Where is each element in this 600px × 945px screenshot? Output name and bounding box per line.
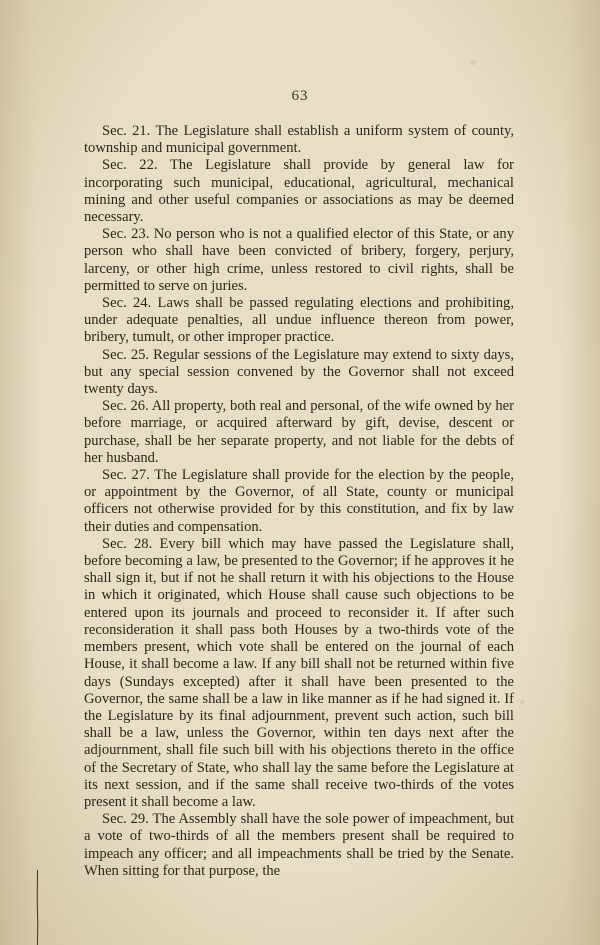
section-24-paragraph: Sec. 24. Laws shall be passed regulating elections and prohibiting, under adequate penalties, all undue influence thereon from power, bribery, tumult, or other improper practice. bbox=[84, 295, 514, 346]
paper-stain bbox=[520, 700, 525, 704]
page-number: 63 bbox=[291, 88, 309, 104]
paper-stain bbox=[470, 60, 476, 65]
section-26-paragraph: Sec. 26. All property, both real and personal, of the wife owned by her before marriage, or acquired afterward by gift, devise, descent or purchase, shall be her separate property, and not liable for the debts of her husband. bbox=[84, 398, 514, 466]
section-29-paragraph: Sec. 29. The Assembly shall have the sole power of impeachment, but a vote of two-thirds of all the members present shall be required to impeach any officer; and all impeachments shall be tried by the Senate. When sitting for that purpose, the bbox=[84, 811, 514, 879]
body-text bbox=[84, 123, 514, 880]
section-23-paragraph: Sec. 23. No person who is not a qualified elector of this State, or any person who shall have been convicted of bribery, forgery, perjury, larceny, or other high crime, unless restored to civil rights, shall be permitted to serve on juries. bbox=[84, 226, 514, 294]
section-27-paragraph: Sec. 27. The Legislature shall provide for the election by the people, or appointment by the Governor, of all State, county or municipal officers not otherwise provided for by this constitution, and fix by law their duties and compensation. bbox=[84, 467, 514, 535]
section-21-paragraph: Sec. 21. The Legislature shall establish a uniform system of county, township and municipal government. bbox=[84, 123, 514, 157]
binding-thread-mark bbox=[36, 870, 39, 945]
section-25-paragraph: Sec. 25. Regular sessions of the Legislature may extend to sixty days, but any special session convened by the Governor shall not exceed twenty days. bbox=[84, 346, 514, 398]
section-28-paragraph: Sec. 28. Every bill which may have passed the Legislature shall, before becoming a law, be presented to the Governor; if he approves it he shall sign it, but if not he shall return it with his objections to the House in which it originated, which House shall cause such objections to be entered upon its journals and proceed to reconsider it. If after such reconsideration it shall pass both Houses by a two-thirds vote of the members present, which vote shall be entered on the journal of each House, it shall become a law. If any bill shall not be returned within five days (Sundays excepted) after it shall have been presented to the Governor, the same shall be a law in like manner as if he had signed it. If the Legislature by its final adjournment, prevent such action, such bill shall be a law, unless the Governor, within ten days next after the adjournment, shall file such bill with his objections thereto in the office of the Secretary of State, who shall lay the same before the Legislature at its next session, and if the same shall receive two-thirds of the votes present it shall become a law. bbox=[84, 535, 514, 810]
section-22-paragraph: Sec. 22. The Legislature shall provide by general law for incorporating such municipal, educational, agricultural, mechanical mining and other useful companies or associations as may be deemed necessary. bbox=[84, 157, 514, 226]
